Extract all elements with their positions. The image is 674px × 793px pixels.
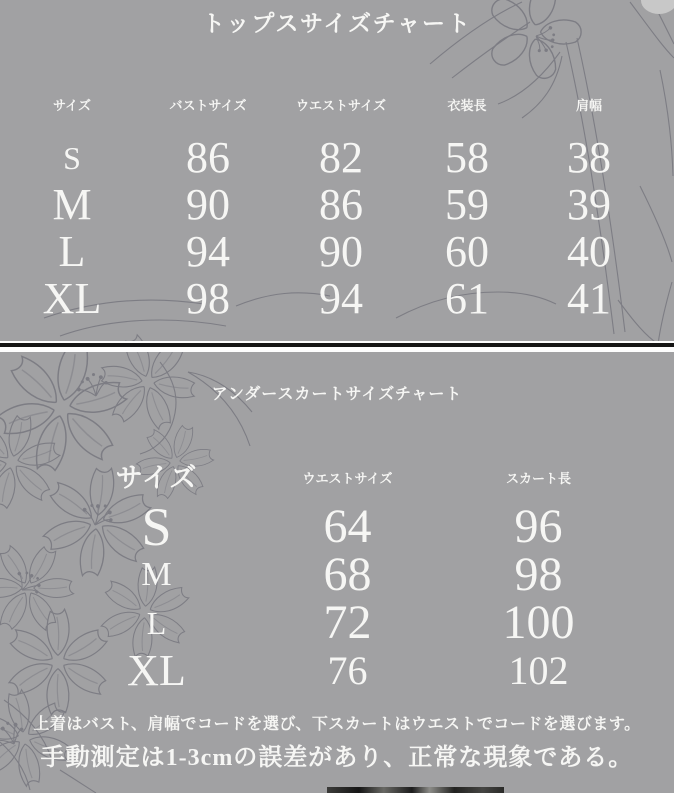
value-cell: 38 bbox=[567, 132, 611, 182]
size-cell: M bbox=[141, 556, 172, 593]
value-cell: 58 bbox=[445, 132, 489, 182]
size-cell: S bbox=[63, 139, 81, 176]
section-divider bbox=[0, 341, 674, 352]
column-header-size: サイズ bbox=[115, 462, 198, 493]
note-size-selection: 上着はバスト、肩幅でコードを選び、下スカートはウエストでコードを選びます。 bbox=[33, 716, 641, 733]
column-header-shoulder-width: 肩幅 bbox=[575, 97, 602, 113]
value-cell: 100 bbox=[502, 596, 575, 649]
value-cell: 72 bbox=[323, 596, 372, 649]
value-cell: 94 bbox=[319, 273, 363, 323]
value-cell: 59 bbox=[445, 179, 489, 229]
tops-chart-title: トップスサイズチャート bbox=[202, 10, 472, 36]
value-cell: 90 bbox=[319, 226, 363, 276]
value-cell: 96 bbox=[514, 500, 563, 553]
size-cell: XL bbox=[42, 273, 102, 323]
value-cell: 86 bbox=[186, 132, 230, 182]
value-cell: 98 bbox=[514, 548, 563, 601]
size-cell: XL bbox=[127, 646, 186, 695]
column-header-waist: ウエストサイズ bbox=[302, 470, 393, 486]
column-header-bust: バストサイズ bbox=[169, 97, 247, 113]
underskirt-chart-body bbox=[61, 497, 634, 695]
value-cell: 98 bbox=[186, 273, 230, 323]
size-cell: M bbox=[52, 179, 92, 229]
value-cell: 39 bbox=[567, 179, 611, 229]
column-header-garment-length: 衣装長 bbox=[447, 97, 487, 113]
value-cell: 68 bbox=[323, 548, 372, 601]
value-cell: 76 bbox=[327, 648, 368, 693]
value-cell: 41 bbox=[567, 273, 611, 323]
value-cell: 102 bbox=[508, 648, 569, 693]
value-cell: 61 bbox=[445, 273, 489, 323]
note-measurement-tolerance: 手動測定は1-3cmの誤差があり、正常な現象である。 bbox=[40, 745, 634, 771]
tops-chart-body bbox=[0, 134, 654, 322]
size-cell: L bbox=[146, 605, 167, 641]
column-header-skirt-length: スカート長 bbox=[505, 470, 571, 486]
tops-chart-header-row bbox=[0, 92, 654, 118]
cropped-next-section-strip bbox=[327, 787, 504, 793]
size-cell: L bbox=[58, 226, 86, 276]
value-cell: 64 bbox=[323, 500, 372, 553]
divider-white-band bbox=[0, 347, 674, 352]
size-cell: S bbox=[141, 497, 172, 557]
column-header-size: サイズ bbox=[53, 97, 91, 113]
underskirt-chart-title: アンダースカートサイズチャート bbox=[211, 386, 463, 403]
value-cell: 90 bbox=[186, 179, 230, 229]
value-cell: 60 bbox=[445, 226, 489, 276]
value-cell: 82 bbox=[319, 132, 363, 182]
value-cell: 94 bbox=[186, 226, 230, 276]
value-cell: 86 bbox=[319, 179, 363, 229]
column-header-waist: ウエストサイズ bbox=[296, 97, 386, 113]
value-cell: 40 bbox=[567, 226, 611, 276]
underskirt-chart-header-row bbox=[61, 461, 634, 495]
